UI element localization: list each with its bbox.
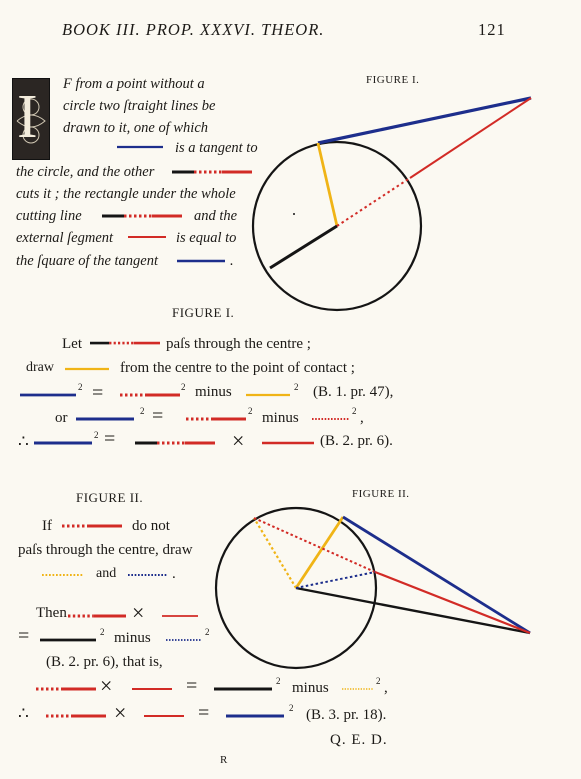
p2-eq3-external [132, 686, 172, 692]
p2-eq4-external [144, 713, 184, 719]
sq-mark: 2 [140, 406, 145, 416]
if-text: If [42, 518, 52, 534]
radius-yellow-dotted [254, 518, 296, 588]
perpendicular-blue-dotted [296, 572, 375, 588]
p2-eq4-blue [226, 713, 284, 719]
drop-cap-letter: I [17, 83, 38, 151]
eq2-dotted [312, 416, 350, 422]
prop-line-2: circle two ſtraight lines be [63, 98, 216, 114]
prop-line-8: and the [194, 208, 238, 224]
seg-tangent-blue-2 [177, 258, 225, 264]
eq3-tangent-sq [34, 440, 92, 446]
p2-eq2-bluedot [166, 637, 202, 643]
minus-text: minus [262, 410, 299, 426]
sq-mark: 2 [289, 703, 294, 713]
figure-2-heading: FIGURE II. [76, 490, 144, 505]
pass-draw-text: paſs through the centre, draw [18, 542, 193, 558]
sq-mark: 2 [94, 430, 99, 440]
draw-text: draw [26, 360, 54, 375]
sq-mark: 2 [78, 382, 83, 392]
minus-text: minus [195, 384, 232, 400]
seg-diameter [90, 340, 160, 346]
period: . [172, 566, 176, 582]
seg-external-red [128, 234, 166, 240]
equals-sign: = [92, 382, 104, 404]
qed: Q. E. D. [330, 732, 388, 748]
times-sign: × [132, 600, 145, 625]
eq2-secant [186, 416, 246, 422]
secant-inner-black [270, 226, 337, 268]
p2-eq2-black [40, 637, 96, 643]
tangent-line [318, 98, 531, 143]
prop-line-11: the ſquare of the tangent [16, 253, 159, 269]
dot [293, 213, 295, 215]
eq2-tangent-sq [76, 416, 134, 422]
drop-cap [12, 78, 50, 160]
prop-line-1: F from a point without a [63, 76, 205, 92]
let-text: Let [62, 336, 82, 352]
page-number: 121 [478, 20, 506, 39]
sq-mark: 2 [248, 406, 253, 416]
ref-b1-47: (B. 1. pr. 47), [313, 384, 394, 400]
and-text: and [96, 566, 117, 581]
prop-line-7: cutting line [16, 208, 82, 224]
signature-mark: R [220, 754, 228, 766]
eq1-secant [120, 392, 180, 398]
figure-1-diagram [250, 90, 550, 320]
figure-1-label: FIGURE I. [366, 74, 420, 86]
external-red [375, 572, 530, 633]
or-text: or [55, 410, 68, 426]
equals-sign: = [198, 702, 210, 724]
p2-eq1-secant [68, 613, 126, 619]
p2-eq1-external [162, 613, 198, 619]
radius-yellow [296, 517, 343, 588]
secant-inner-red-dotted [337, 178, 410, 226]
times-sign: × [232, 428, 245, 453]
equals-sign: = [186, 675, 198, 697]
prop-line-10: is equal to [176, 230, 237, 246]
therefore-sign: ∴ [18, 704, 29, 723]
times-sign: × [100, 673, 113, 698]
minus-text: minus [114, 630, 151, 646]
prop-line-9: external ſegment [16, 230, 114, 246]
p2-eq3-secant [36, 686, 96, 692]
therefore-sign: ∴ [18, 432, 29, 451]
from-text: from the centre to the point of contact ; [120, 360, 355, 376]
ref-b2-6-that-is: (B. 2. pr. 6), that is, [46, 654, 163, 670]
p2-eq3-black [214, 686, 272, 692]
seg-whole-line [102, 213, 182, 219]
sq-mark: 2 [276, 676, 281, 686]
prop-line-5: the circle, and the other [16, 164, 155, 180]
times-sign: × [114, 700, 127, 725]
p2-blue-dotted [128, 572, 168, 578]
running-header: BOOK III. PROP. XXXVI. THEOR. [62, 20, 325, 39]
then-text: Then [36, 605, 67, 621]
do-not-text: do not [132, 518, 170, 534]
eq1-tangent-sq [20, 392, 76, 398]
minus-text: minus [292, 680, 329, 696]
ref-b3-18: (B. 3. pr. 18). [306, 707, 387, 723]
sq-mark: 2 [100, 627, 105, 637]
eq3-external [262, 440, 314, 446]
sq-mark: 2 [294, 382, 299, 392]
radius-line [318, 143, 337, 226]
seg-tangent-blue [117, 144, 163, 150]
figure-2-diagram [212, 500, 552, 675]
figure-1-heading: FIGURE I. [172, 305, 235, 320]
figure-2-label: FIGURE II. [352, 488, 410, 500]
sq-mark: 2 [376, 676, 381, 686]
prop-line-4: is a tangent to [175, 140, 258, 156]
eq3-whole-line [128, 440, 222, 446]
equals-sign: = [18, 625, 30, 647]
p2-secant [62, 523, 122, 529]
sq-mark: 2 [205, 627, 210, 637]
seg-radius-yellow [65, 366, 109, 372]
sq-mark: 2 [181, 382, 186, 392]
prop-line-6: cuts it ; the rectangle under the whole [16, 186, 236, 202]
p2-eq4-secant [46, 713, 106, 719]
sq-mark: 2 [352, 406, 357, 416]
ref-b2-6: (B. 2. pr. 6). [320, 433, 393, 449]
comma: , [384, 680, 388, 696]
prop-line-3: drawn to it, one of which [63, 120, 208, 136]
comma: , [360, 410, 364, 426]
prop-period: . [230, 253, 234, 269]
seg-secant [172, 169, 252, 175]
pass-text: paſs through the centre ; [166, 336, 311, 352]
equals-sign: = [152, 405, 164, 427]
equals-sign: = [104, 428, 116, 450]
p2-eq3-yellowdot [342, 686, 374, 692]
eq1-radius [246, 392, 290, 398]
p2-yellow-dotted [42, 572, 84, 578]
